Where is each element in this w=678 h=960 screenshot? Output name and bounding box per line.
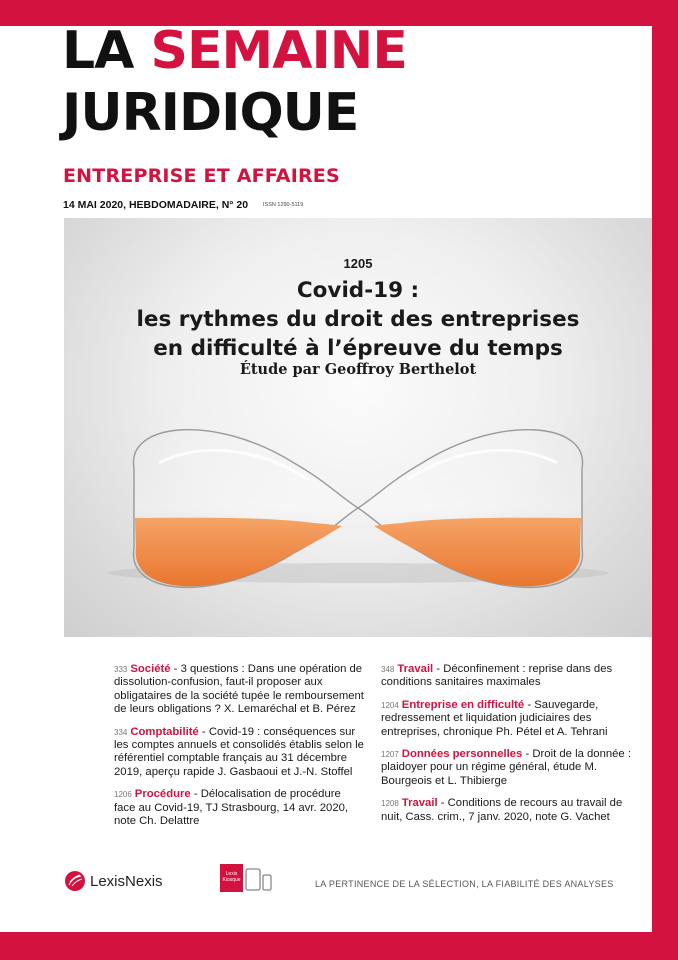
edition-subtitle: ENTREPRISE ET AFFAIRES <box>63 165 340 187</box>
toc-item[interactable] <box>114 788 364 828</box>
toc-item[interactable] <box>381 797 631 824</box>
toc-number: 1207 <box>381 750 399 760</box>
article-title-line: les rythmes du droit des entreprises <box>136 307 580 332</box>
toc-item[interactable] <box>114 663 364 717</box>
toc-text: - Droit de la donnée : plaidoyer pour un régime général, étude M. Bourgeois et L. Thibierge <box>381 748 631 787</box>
toc-item[interactable] <box>381 748 631 788</box>
toc-text: - Déconfinement : reprise dans des conditions sanitaires maximales <box>381 663 613 689</box>
masthead-la: LA <box>62 21 134 81</box>
toc-heading: Travail <box>397 663 434 675</box>
toc-heading: Procédure <box>134 788 191 801</box>
toc-number: 1204 <box>381 700 399 710</box>
article-title-line: en difficulté à l’épreuve du temps <box>153 336 563 361</box>
issue-date: 14 MAI 2020, HEBDOMADAIRE, N° 20 <box>63 199 249 211</box>
article-title <box>64 276 652 363</box>
toc-heading: Comptabilité <box>130 725 199 738</box>
toc-text: - Sauvegarde, redressement et liquidation judiciaires des entreprises, chronique Ph. Pétel et A. Tehrani <box>381 698 608 738</box>
toc-heading: Entreprise en difficulté <box>401 698 525 711</box>
toc-heading: Données personnelles <box>401 748 523 761</box>
article-title-line: Covid-19 : <box>296 278 420 303</box>
cover-illustration <box>64 218 652 637</box>
kiosque-label: Lexis <box>225 871 238 877</box>
toc-item[interactable] <box>114 726 364 780</box>
lexisnexis-tree-icon <box>64 870 86 892</box>
masthead-line-1 <box>62 23 407 79</box>
toc-text: - 3 questions : Dans une opération de dissolution-confusion, faut-il proposer aux obligataires de la société tupée le remboursement de leurs obligations ? X. Lemaréchal et B. Pérez <box>114 663 364 716</box>
article-number: 1205 <box>343 256 373 271</box>
devices-icon <box>243 866 273 892</box>
toc-item[interactable] <box>381 663 631 690</box>
toc-text: - Covid-19 : conséquences sur les comptes annuels et consolidés établis selon le référentiel comptable français au 31 décembre 2019, aperçu rapide J. Gasbaoui et J.-N. Stoffel <box>114 725 364 778</box>
issue-dateline <box>63 199 303 211</box>
toc-text: - Délocalisation de procédure face au Covid-19, TJ Strasbourg, 14 avr. 2020, note Ch. Delattre <box>114 788 349 828</box>
toc-heading: Société <box>130 663 171 675</box>
article-author: Étude par Geoffroy Berthelot <box>239 361 477 378</box>
lexisnexis-logo[interactable] <box>64 870 163 892</box>
toc-number: 334 <box>114 727 128 737</box>
toc-number: 348 <box>381 665 395 674</box>
kiosque-icon <box>220 864 243 892</box>
issn: ISSN 1290-5119 <box>263 202 304 209</box>
toc-heading: Travail <box>401 797 438 810</box>
toc-item[interactable] <box>381 699 631 739</box>
toc-left-column <box>114 663 364 837</box>
kiosque-label: Kiosque <box>222 877 241 883</box>
footer-tagline: LA PERTINENCE DE LA SÉLECTION, LA FIABILITÉ DES ANALYSES <box>315 879 614 889</box>
masthead-semaine: SEMAINE <box>150 21 407 81</box>
logo-text: LexisNexis <box>90 872 163 890</box>
toc-right-column <box>381 663 631 833</box>
masthead-juridique: JURIDIQUE <box>62 83 359 143</box>
toc-text: - Conditions de recours au travail de nuit, Cass. crim., 7 janv. 2020, note G. Vachet <box>381 797 623 823</box>
lexis-kiosque-badge[interactable] <box>220 864 273 892</box>
toc-number: 333 <box>114 665 128 674</box>
toc-number: 1206 <box>114 790 132 800</box>
toc-number: 1208 <box>381 799 399 809</box>
